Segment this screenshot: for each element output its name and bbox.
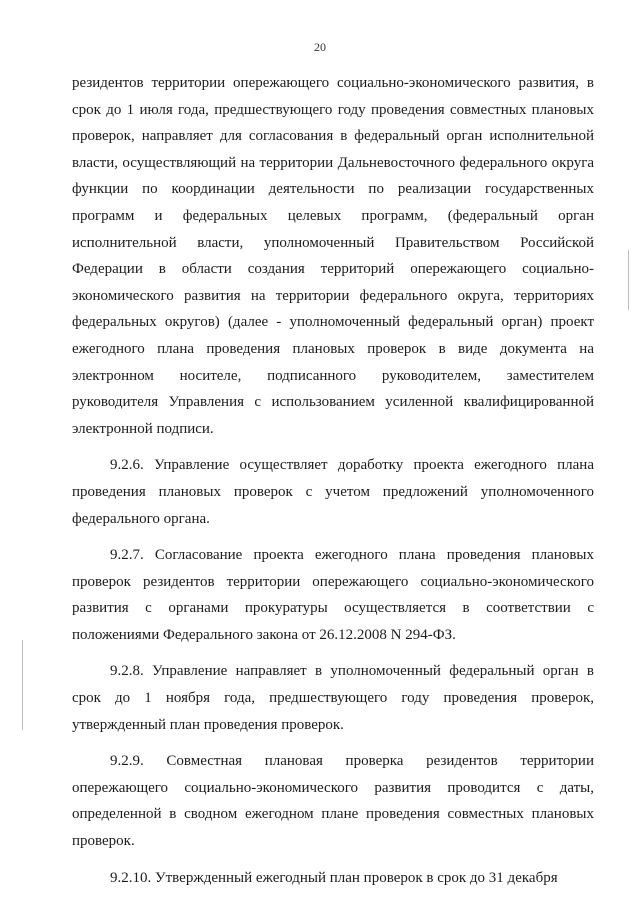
paragraph-9-2-6: 9.2.6. Управление осуществляет доработку проекта ежегодного плана проведения плановых проверок с учетом предложений уполномоченного федерального органа. [72, 457, 594, 527]
scan-artifact-right [628, 250, 629, 310]
paragraph-9-2-8: 9.2.8. Управление направляет в уполномоченный федеральный орган в срок до 1 ноября года, предшествующего году проведения проверок, утвержденный план проведения проверок. [72, 663, 594, 733]
paragraph-continued: резидентов территории опережающего социально-экономического развития, в срок до 1 июля года, предшествующего году проведения совместных плановых проверок, направляет для согласования в федеральный орган исполнительной власти, осуществляющий на территории Дальневосточного федерального округа функции по координации деятельности по реализации государственных программ и федеральных целевых программ, (федеральный орган исполнительной власти, уполномоченный Правительством Российской Федерации в области создания территорий опережающего социально-экономического развития на территории федерального округа, территориях федеральных округов) (далее - уполномоченный федеральный орган) проект ежегодного плана проведения плановых проверок в виде документа на электронном носителе, подписанного руководителем, заместителем руководителя Управления с использованием усиленной квалифицированной электронной подписи. [72, 75, 594, 437]
paragraph-9-2-7: 9.2.7. Согласование проекта ежегодного плана проведения плановых проверок резидентов территории опережающего социально-экономического развития с органами прокуратуры осуществляется в соответствии с положениями Федерального закона от 26.12.2008 N 294-ФЗ. [72, 547, 594, 643]
document-body [72, 70, 594, 901]
scan-artifact-left [22, 640, 23, 730]
paragraph-9-2-10: 9.2.10. Утвержденный ежегодный план проверок в срок до 31 декабря [110, 869, 558, 886]
paragraph-9-2-9: 9.2.9. Совместная плановая проверка резидентов территории опережающего социально-экономического развития проводится с даты, определенной в сводном ежегодном плане проведения совместных плановых проверок. [72, 753, 594, 850]
page-number: 20 [314, 40, 326, 54]
